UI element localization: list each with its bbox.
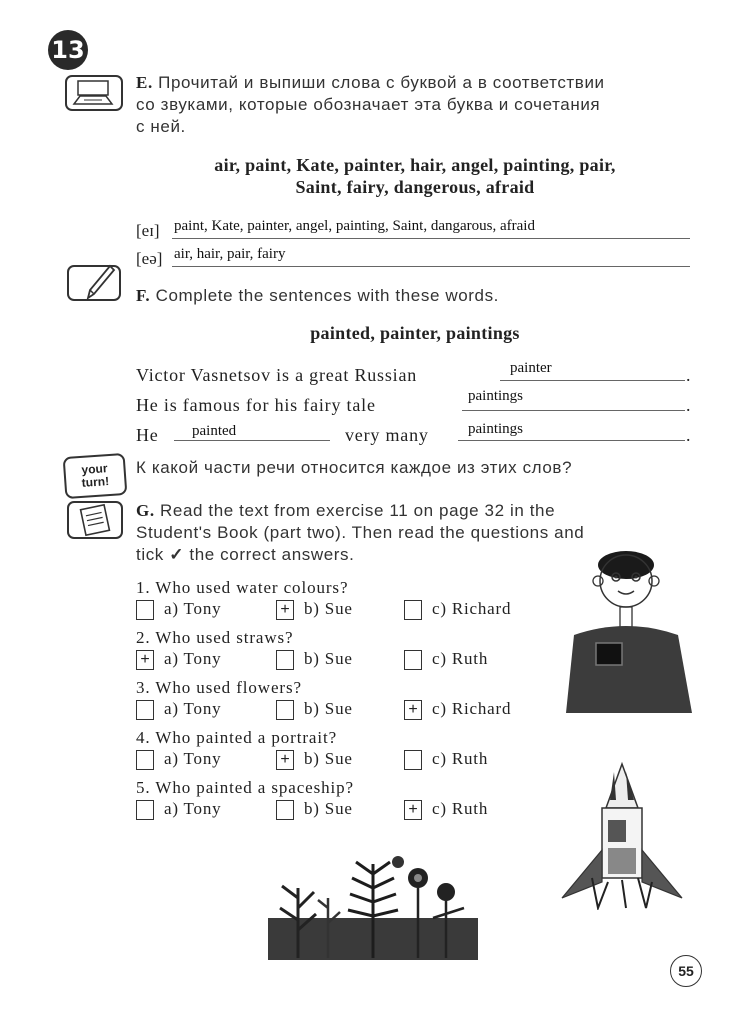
sentence-3-answer-1: painted [192,423,237,439]
exercise-f-instruction-text: Complete the sentences with these words. [155,286,499,305]
answer-ea-text: air, hair, pair, fairy [174,246,286,262]
sentence-1-answer: painter [510,360,552,376]
checkbox-option-b[interactable] [276,700,294,720]
notepad-icon [66,500,124,540]
checkbox-option-b[interactable]: + [276,750,294,770]
question-item [136,628,556,674]
exercise-g-line-2: Student's Book (part two). Then read the questions and [136,523,585,542]
exercise-e-letter: E. [136,73,153,92]
option-a-label: a) Tony [164,599,222,618]
question-text: 1. Who used water colours? [136,578,349,597]
sentence-1-period: . [686,365,692,385]
answer-ei-text: paint, Kate, painter, angel, painting, Saint, dangarous, afraid [174,218,535,234]
checkbox-option-a[interactable]: + [136,650,154,670]
sentence-3-blank-2 [458,440,685,441]
option-a-label: a) Tony [164,649,222,668]
option-c-label: c) Richard [432,599,512,618]
your-turn-word-2: turn! [81,474,110,490]
checkbox-option-a[interactable] [136,750,154,770]
checkbox-option-a[interactable] [136,800,154,820]
sentence-3-start: He [136,425,159,445]
answer-line-ei [172,238,690,239]
word-list-line-1: air, paint, Kate, painter, hair, angel, painting, pair, [214,155,616,175]
exercise-e-line-2: со звуками, которые обозначает эта буква и сочетания [136,95,601,114]
checkbox-option-c[interactable] [404,650,422,670]
option-b-label: b) Sue [304,749,353,768]
exercise-e-line-1: Прочитай и выпиши слова с буквой а в соответствии [158,73,605,92]
option-c-label: c) Ruth [432,799,489,818]
checkbox-option-a[interactable] [136,700,154,720]
question-item [136,728,556,774]
exercise-g-letter: G. [136,501,155,520]
option-a-label: a) Tony [164,799,222,818]
exercise-e-instructions [136,72,696,138]
sentence-2-period: . [686,395,692,415]
option-c-label: c) Ruth [432,649,489,668]
sentence-2-text: He is famous for his fairy tale [136,395,376,415]
flowers-illustration [268,848,478,960]
exercise-f-letter: F. [136,286,151,305]
rocket-illustration [552,760,692,910]
exercise-g-line-3b: the correct answers. [189,545,355,564]
sentence-3-middle: very many [345,425,429,445]
checkbox-option-b[interactable] [276,800,294,820]
your-turn-badge [63,453,128,499]
sound-ea-label: [eə] [136,249,163,268]
sentence-2-blank [462,410,685,411]
unit-number-badge: 13 [48,30,88,70]
sentence-1-blank [500,380,685,381]
sentence-3-period: . [686,425,692,445]
your-turn-question: К какой части речи относится каждое из этих слов? [136,458,573,477]
question-text: 2. Who used straws? [136,628,294,647]
sound-ei-label: [eɪ] [136,221,160,240]
exercise-f-instructions [136,285,696,307]
question-text: 4. Who painted a portrait? [136,728,338,747]
your-turn-word-1: your [81,461,108,477]
option-b-label: b) Sue [304,699,353,718]
option-a-label: a) Tony [164,749,222,768]
exercise-f-word-list: painted, painter, paintings [310,323,520,343]
exercise-g-line-3a: tick [136,545,164,564]
option-a-label: a) Tony [164,699,222,718]
pencil-icon [66,262,122,302]
laptop-icon [64,74,124,112]
sentence-2-answer: paintings [468,388,523,404]
exercise-e-word-list [120,154,710,198]
option-c-label: c) Ruth [432,749,489,768]
checkbox-option-b[interactable]: + [276,600,294,620]
option-b-label: b) Sue [304,599,353,618]
boy-portrait-illustration [560,545,700,720]
page-number: 55 [670,955,702,987]
checkbox-option-c[interactable] [404,750,422,770]
checkbox-option-c[interactable] [404,600,422,620]
checkbox-option-b[interactable] [276,650,294,670]
exercise-e-line-3: с ней. [136,117,186,136]
question-item [136,778,556,824]
option-c-label: c) Richard [432,699,512,718]
tick-icon: ✓ [169,545,185,564]
checkbox-option-a[interactable] [136,600,154,620]
sentence-3-answer-2: paintings [468,421,523,437]
question-item [136,578,556,624]
question-item [136,678,556,724]
sentence-1-text: Victor Vasnetsov is a great Russian [136,365,418,385]
question-text: 5. Who painted a spaceship? [136,778,355,797]
sentence-3-blank-1 [174,440,330,441]
answer-line-ea [172,266,690,267]
checkbox-option-c[interactable]: + [404,800,422,820]
question-text: 3. Who used flowers? [136,678,302,697]
option-b-label: b) Sue [304,649,353,668]
checkbox-option-c[interactable]: + [404,700,422,720]
word-list-line-2: Saint, fairy, dangerous, afraid [295,177,535,197]
exercise-g-line-1: Read the text from exercise 11 on page 32 in the [160,501,556,520]
option-b-label: b) Sue [304,799,353,818]
